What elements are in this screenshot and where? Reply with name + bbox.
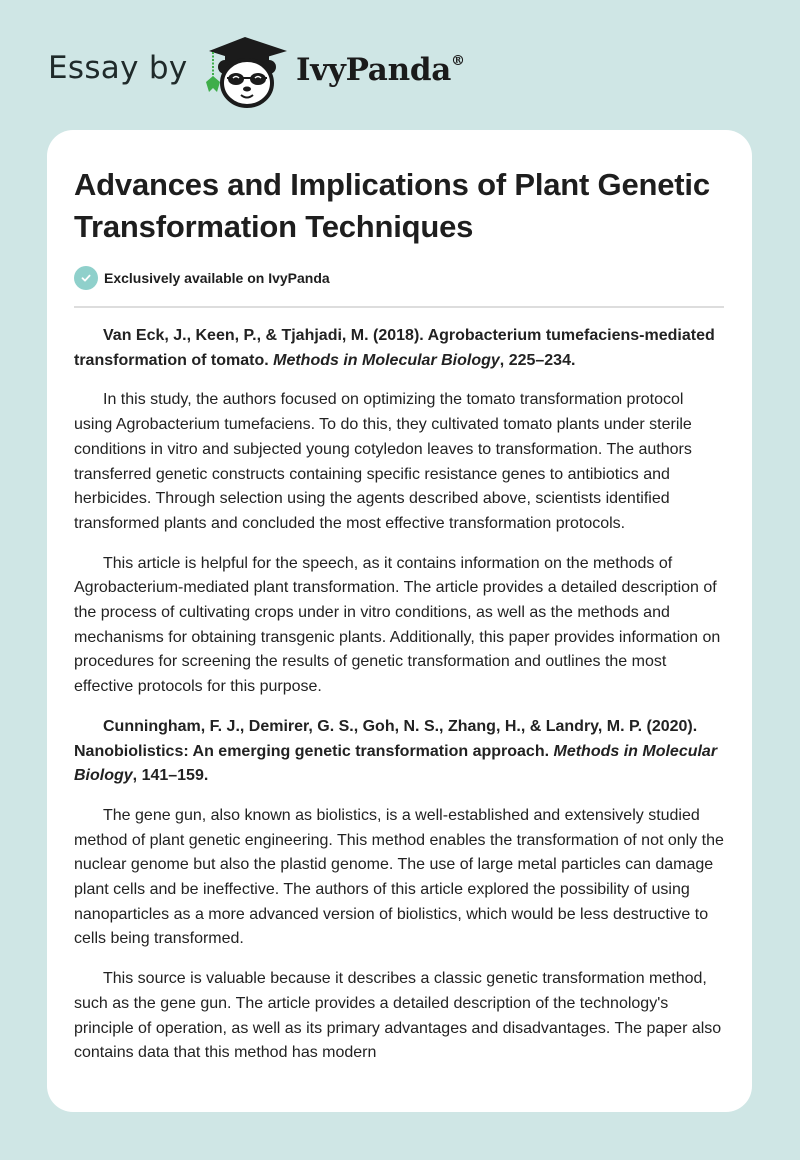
body-paragraph: In this study, the authors focused on optimizing the tomato transformation protocol using Agrobacterium tumefaciens. To do this, they cultivated tomato plants under sterile conditions in vitro and subjected young cotyledon leaves to transformation. The authors transferred genetic constructs containing specific resistance genes to antibiotics and herbicides. Through selection using the agents described above, scientists identified transformed plants and concluded the most effective transformation protocols. xyxy=(74,391,692,532)
journal-name: Methods in Molecular Biology xyxy=(273,351,500,369)
brand-name[interactable]: IvyPanda® xyxy=(296,52,465,88)
registered-mark: ® xyxy=(451,52,465,69)
reference-citation: Van Eck, J., Keen, P., & Tjahjadi, M. (2018). Agrobacterium tumefaciens-mediated transformation of tomato. Methods in Molecular Biology, 225–234. xyxy=(74,327,715,369)
check-circle-icon xyxy=(74,266,98,290)
essay-by-label: Essay by xyxy=(48,50,188,86)
panda-graduate-logo-icon[interactable] xyxy=(203,36,291,108)
essay-card xyxy=(47,130,752,1112)
reference-citation: Cunningham, F. J., Demirer, G. S., Goh, N. S., Zhang, H., & Landry, M. P. (2020). Nanobiolistics: An emerging genetic transformation approach. Methods in Molecular Biology, 141–159. xyxy=(74,717,718,785)
page-title: Advances and Implications of Plant Genetic Transformation Techniques xyxy=(74,167,710,244)
body-paragraph: The gene gun, also known as biolistics, is a well-established and extensively studied method of plant genetic engineering. This method enables the transformation of not only the nuclear genome but also the plastid genome. The use of large metal particles can damage plant cells and be ineffective. The authors of this article explored the possibility of using nanoparticles as a more advanced version of biolistics, which would be less destructive to cells being transformed. xyxy=(74,806,724,948)
exclusive-badge xyxy=(74,266,724,290)
body-paragraph: This source is valuable because it describes a classic genetic transformation method, such as the gene gun. The article provides a detailed description of the technology's principle of operation, as well as its primary advantages and disadvantages. The paper also contains data that this method has modern xyxy=(74,970,722,1062)
divider xyxy=(74,306,724,308)
journal-name: Methods in Molecular Biology xyxy=(74,742,718,785)
site-header xyxy=(0,0,800,130)
badge-text: Exclusively available on IvyPanda xyxy=(104,270,330,286)
body-paragraph: This article is helpful for the speech, as it contains information on the methods of Agrobacterium-mediated plant transformation. The article provides a detailed description of the process of cultivating crops under in vitro conditions, as well as the methods and mechanisms for obtaining transgenic plants. Additionally, this paper provides information on procedures for screening the results of genetic transformation and outlines the most effective protocols for this purpose. xyxy=(74,554,721,696)
